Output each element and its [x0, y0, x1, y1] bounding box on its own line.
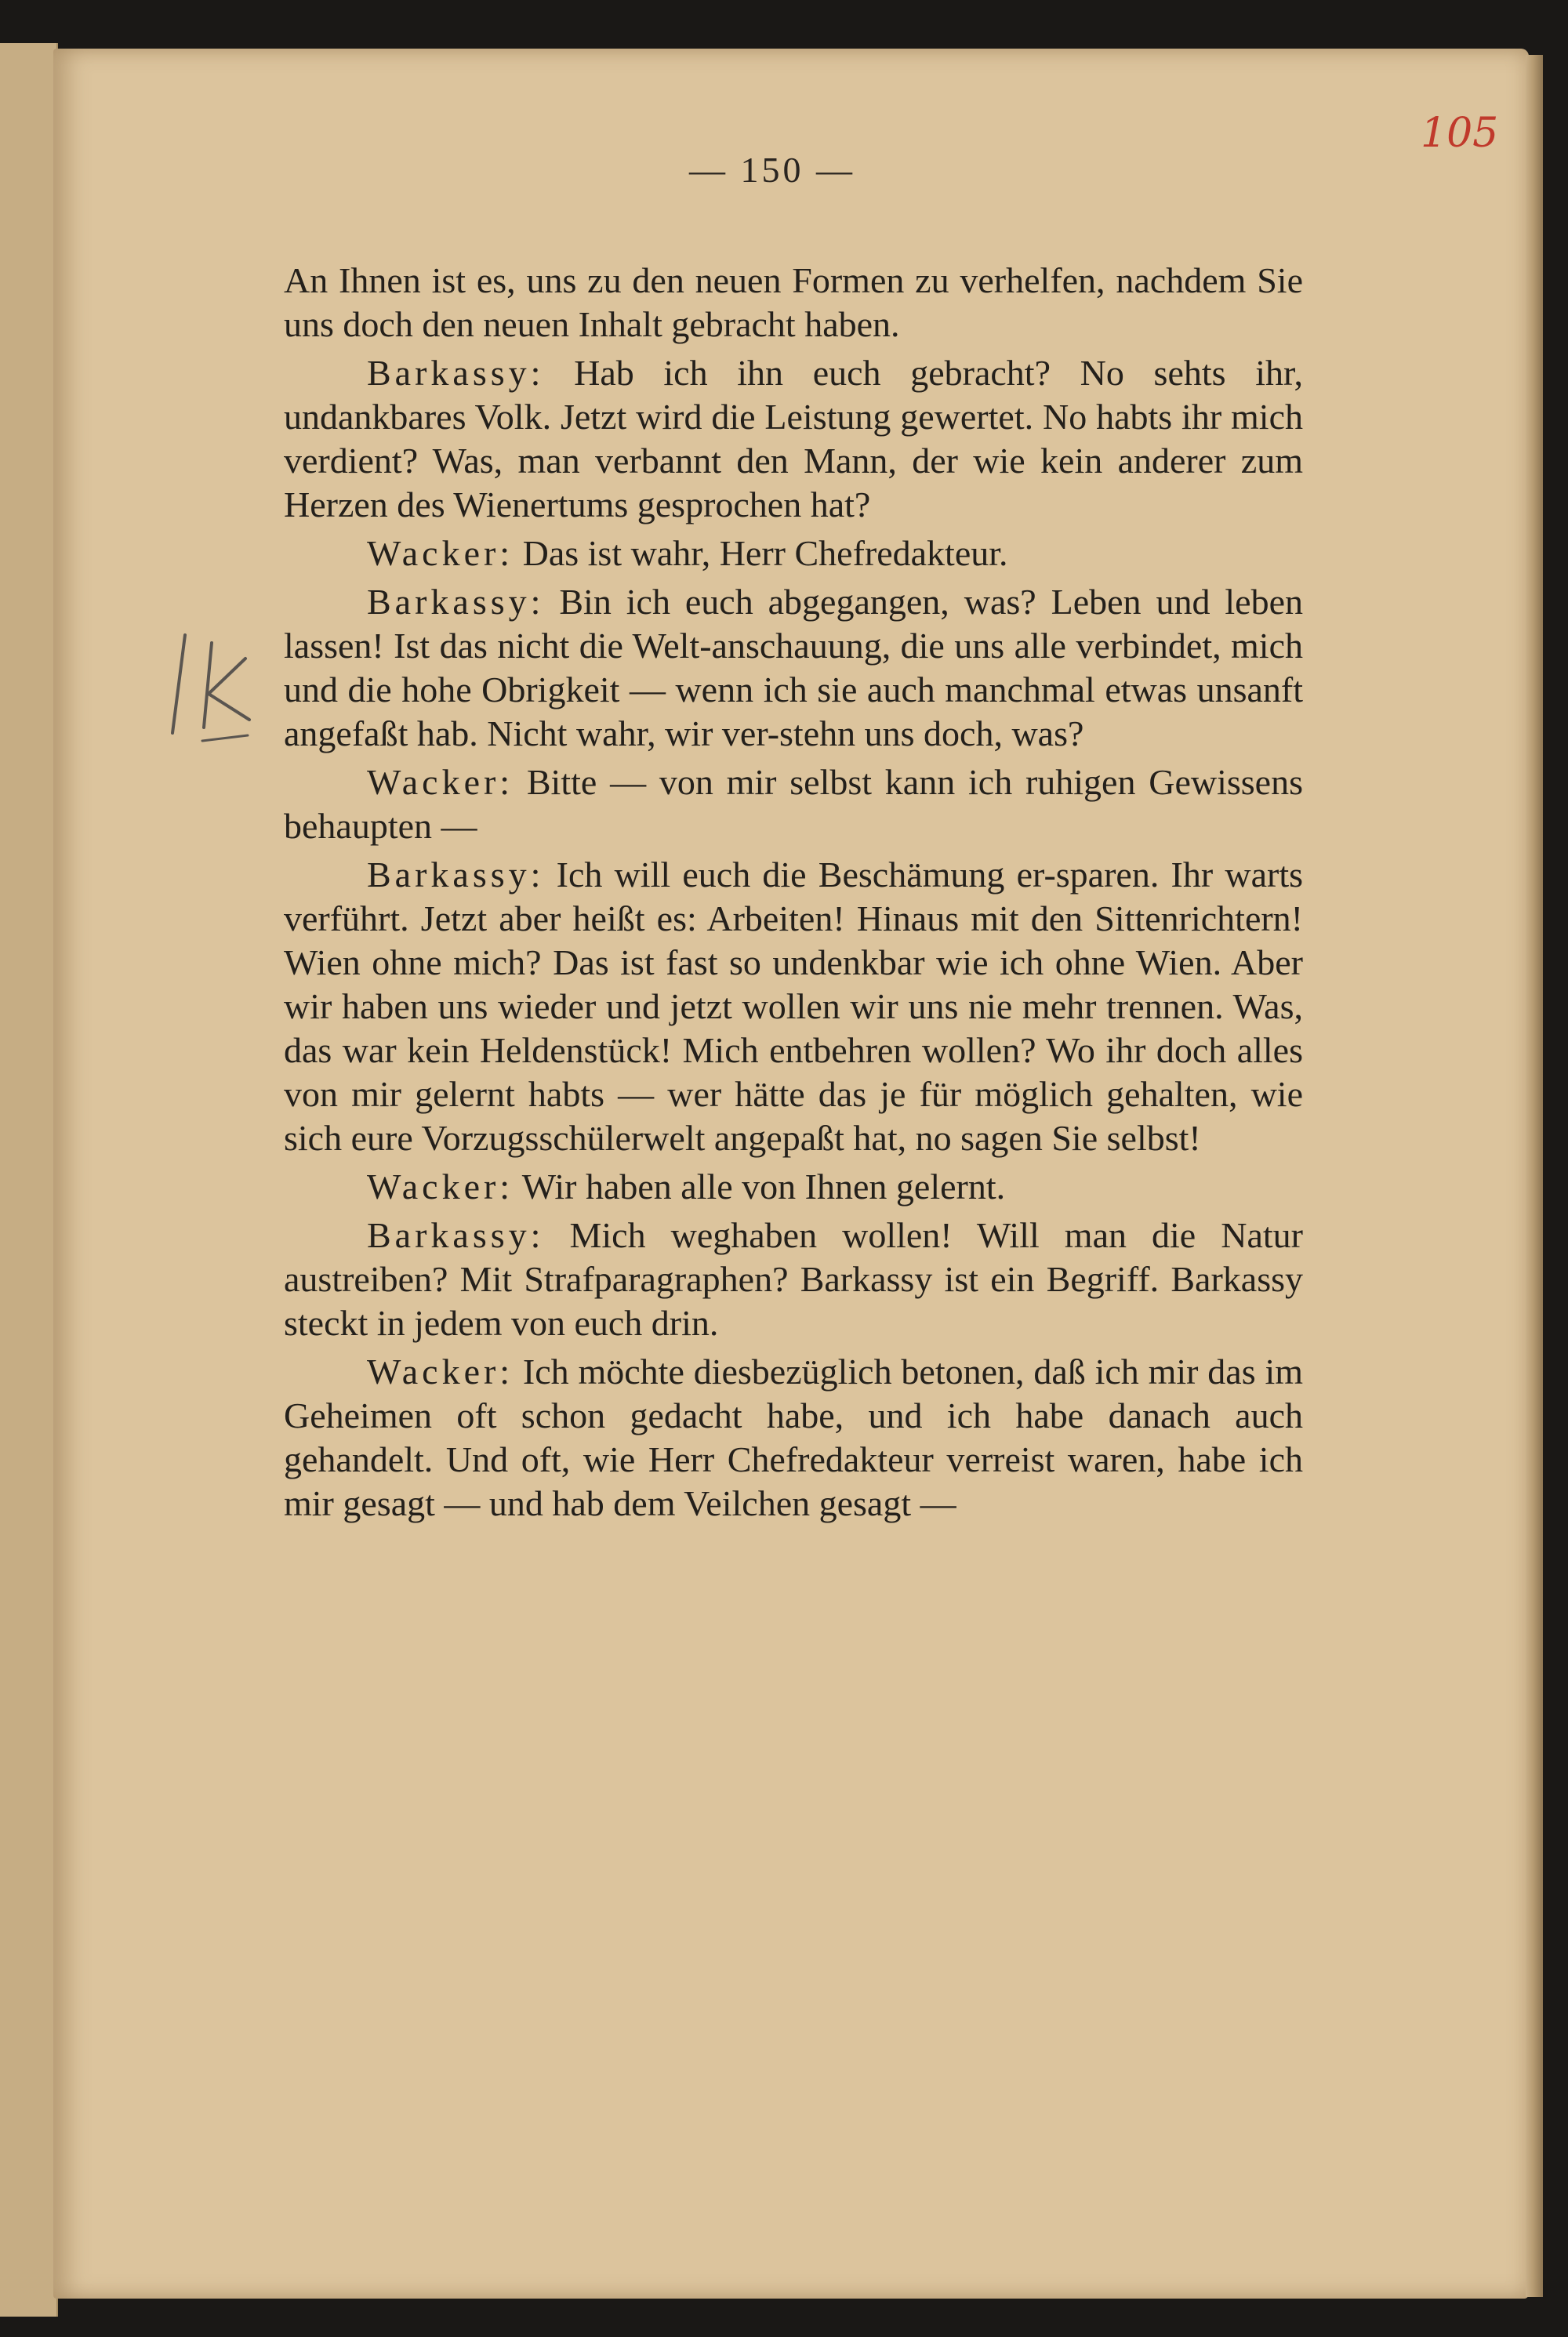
- dialogue-paragraph: [284, 1165, 1303, 1209]
- book-cover-edge: [0, 43, 58, 2317]
- paragraph: [284, 259, 1303, 347]
- page-body-text: [284, 259, 1303, 1530]
- handwritten-margin-mark: [163, 627, 265, 753]
- dialogue-text: Das ist wahr, Herr Chefredakteur.: [522, 533, 1008, 573]
- speaker-name: Wacker:: [367, 533, 514, 573]
- dialogue-paragraph: [284, 760, 1303, 848]
- page-number: — 150 —: [689, 150, 855, 190]
- dialogue-text: Hab ich ihn euch gebracht? No sehts ihr, undankbares Volk. Jetzt wird die Leistung gewertet. No habts ihr mich verdient? Was, man verbannt den Mann, der wie kein anderer zum Herzen des Wienertums gesprochen hat?: [284, 353, 1303, 524]
- dialogue-text: Mich weghaben wollen! Will man die Natur austreiben? Mit Strafparagraphen? Barkassy ist ein Begriff. Barkassy steckt in jedem von euch drin.: [284, 1215, 1303, 1343]
- speaker-name: Wacker:: [367, 762, 514, 802]
- speaker-name: Barkassy:: [367, 1215, 545, 1255]
- dialogue-paragraph: [284, 351, 1303, 527]
- speaker-name: Wacker:: [367, 1167, 514, 1207]
- dialogue-text: Ich möchte diesbezüglich betonen, daß ich mir das im Geheimen oft schon gedacht habe, und ich habe danach auch gehandelt. Und oft, wie Herr Chefredakteur verreist waren, habe ich mir gesagt — und hab dem Veilchen gesagt —: [284, 1352, 1304, 1523]
- dialogue-text: Bitte — von mir selbst kann ich ruhigen Gewissens behaupten —: [284, 762, 1304, 846]
- page-stack-edge: [1526, 55, 1543, 2297]
- dialogue-text: Wir haben alle von Ihnen gelernt.: [521, 1167, 1006, 1207]
- dialogue-paragraph: [284, 1350, 1303, 1526]
- dialogue-text: Bin ich euch abgegangen, was? Leben und leben lassen! Ist das nicht die Welt-anschauung, die uns alle verbindet, mich und die hohe Obrigkeit — wenn ich sie auch manchmal etwas unsanft angefaßt hab. Nicht wahr, wir ver-stehn uns doch, was?: [284, 582, 1304, 753]
- dialogue-paragraph: [284, 580, 1303, 756]
- paragraph-text: An Ihnen ist es, uns zu den neuen Formen zu verhelfen, nachdem Sie uns doch den neuen Inhalt gebracht haben.: [284, 260, 1303, 344]
- dialogue-paragraph: [284, 532, 1303, 575]
- speaker-name: Barkassy:: [367, 855, 545, 895]
- handwritten-page-annotation: 105: [1421, 110, 1499, 157]
- speaker-name: Wacker:: [367, 1352, 514, 1392]
- dialogue-text: Ich will euch die Beschämung er-sparen. Ihr warts verführt. Jetzt aber heißt es: Arbeiten! Hinaus mit den Sittenrichtern! Wien ohne mich? Das ist fast so undenkbar wie ich ohne Wien. Aber wir haben uns wieder und jetzt wollen wir uns nie mehr trennen. Was, das war kein Heldenstück! Mich entbehren wollen? Wo ihr doch alles von mir gelernt habts — wer hätte das je für möglich gehalten, wie sich eure Vorzugsschülerwelt angepaßt hat, no sagen Sie selbst!: [284, 855, 1304, 1158]
- speaker-name: Barkassy:: [367, 582, 545, 622]
- dialogue-paragraph: [284, 853, 1303, 1160]
- speaker-name: Barkassy:: [367, 353, 545, 393]
- dialogue-paragraph: [284, 1214, 1303, 1345]
